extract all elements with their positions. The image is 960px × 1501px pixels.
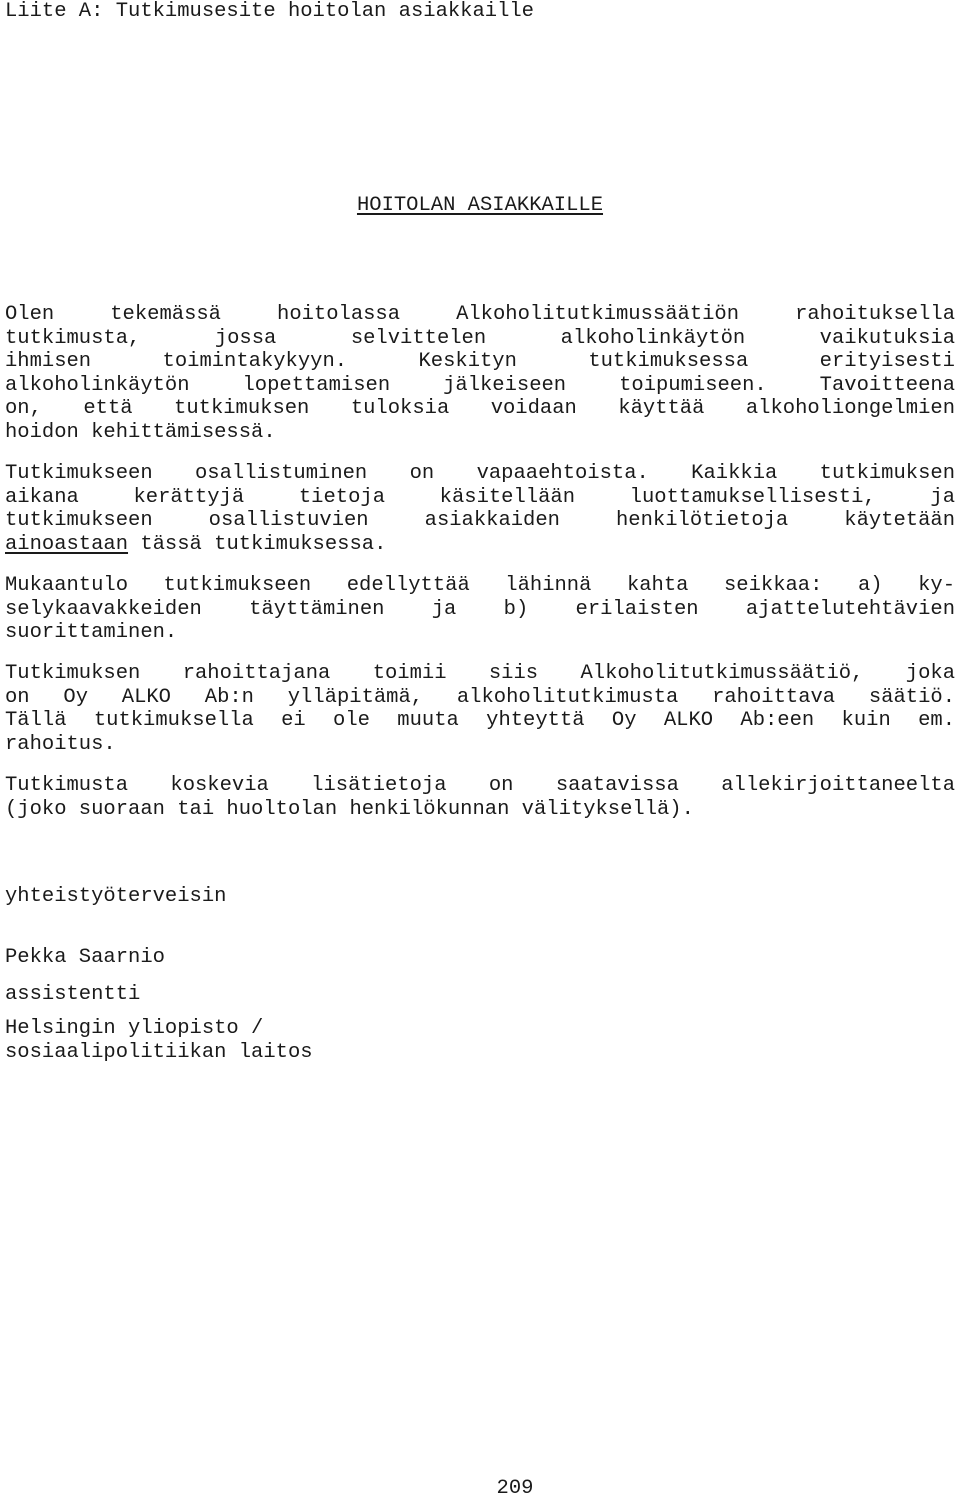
appendix-title: Liite A: Tutkimusesite hoitolan asiakkaille: [5, 0, 534, 23]
page-number: 209: [496, 1477, 534, 1500]
paragraph-line: on Oy ALKO Ab:n ylläpitämä, alkoholitutkimusta rahoittava säätiö.: [5, 685, 955, 709]
paragraph-line-rest: tässä tutkimuksessa.: [128, 532, 387, 556]
paragraph-line: Tällä tutkimuksella ei ole muuta yhteyttä Oy ALKO Ab:een kuin em.: [5, 709, 955, 732]
paragraph-line: tutkimukseen osallistuvien asiakkaiden henkilötietoja käytetään: [5, 509, 955, 532]
paragraph-line: selykaavakkeiden täyttäminen ja b) erilaisten ajattelutehtävien: [5, 597, 955, 621]
underlined-word: ainoastaan: [5, 532, 129, 556]
paragraph-line: (joko suoraan tai huoltolan henkilökunnan välityksellä).: [5, 797, 694, 821]
paragraph-participation: [5, 574, 955, 645]
signer-affiliation-line-1: Helsingin yliopisto /: [5, 1017, 264, 1040]
signer-role: assistentti: [5, 983, 141, 1006]
paragraph-line: Tutkimukseen osallistuminen on vapaaehtoista. Kaikkia tutkimuksen: [5, 462, 955, 485]
paragraph-contact: [5, 774, 955, 821]
signer-affiliation-line-2: sosiaalipolitiikan laitos: [5, 1041, 313, 1064]
paragraph-line: Tutkimusta koskevia lisätietoja on saatavissa allekirjoittaneelta: [5, 774, 955, 797]
paragraph-line: hoidon kehittämisessä.: [5, 420, 276, 444]
document-page: [5, 0, 955, 1501]
paragraph-voluntary: [5, 462, 955, 556]
paragraph-line: aikana kerättyjä tietoja käsitellään luottamuksellisesti, ja: [5, 485, 955, 509]
paragraph-intro: [5, 303, 955, 444]
paragraph-line: rahoitus.: [5, 732, 116, 756]
paragraph-line: suorittaminen.: [5, 621, 178, 644]
closing-greeting: yhteistyöterveisin: [5, 885, 227, 908]
paragraph-line: Olen tekemässä hoitolassa Alkoholitutkimussäätiön rahoituksella: [5, 303, 955, 326]
paragraph-line: alkoholinkäytön lopettamisen jälkeiseen toipumiseen. Tavoitteena: [5, 373, 955, 397]
paragraph-line: Tutkimuksen rahoittajana toimii siis Alkoholitutkimussäätiö, joka: [5, 662, 955, 685]
signer-name: Pekka Saarnio: [5, 946, 165, 969]
paragraph-line: Mukaantulo tutkimukseen edellyttää lähinnä kahta seikkaa: a) ky-: [5, 574, 955, 597]
paragraph-line: on, että tutkimuksen tuloksia voidaan käyttää alkoholiongelmien: [5, 397, 955, 420]
paragraph-line: [5, 533, 955, 557]
document-title: HOITOLAN ASIAKKAILLE: [356, 194, 604, 217]
paragraph-line: ihmisen toimintakykyyn. Keskityn tutkimuksessa erityisesti: [5, 350, 955, 373]
paragraph-line: tutkimusta, jossa selvittelen alkoholinkäytön vaikutuksia: [5, 326, 955, 350]
paragraph-funding: [5, 662, 955, 756]
